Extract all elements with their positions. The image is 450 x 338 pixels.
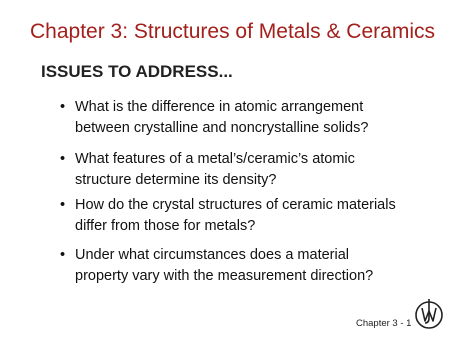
bullet-text: What features of a metal’s/ceramic’s atomic structure determine its density? (75, 151, 355, 188)
bullet-item (60, 149, 400, 191)
bullet-text: Under what circumstances does a material property vary with the measurement direction? (75, 247, 374, 284)
bullet-text: What is the difference in atomic arrangement between crystalline and noncrystalline solids? (75, 99, 369, 136)
bullet-text: How do the crystal structures of ceramic materials differ from those for metals? (75, 197, 396, 234)
bullet-dot: • (60, 197, 66, 213)
bullet-dot: • (60, 151, 66, 167)
bullet-dot: • (60, 99, 66, 115)
bullet-item (60, 195, 400, 237)
bullet-dot: • (60, 247, 66, 263)
slide-subtitle: ISSUES TO ADDRESS... (41, 62, 233, 81)
bullet-item (60, 97, 400, 139)
slide-title: Chapter 3: Structures of Metals & Ceramics (30, 20, 435, 43)
slide-number: Chapter 3 - 1 (356, 318, 412, 329)
bullet-item (60, 245, 400, 287)
publisher-logo-icon (414, 296, 444, 330)
